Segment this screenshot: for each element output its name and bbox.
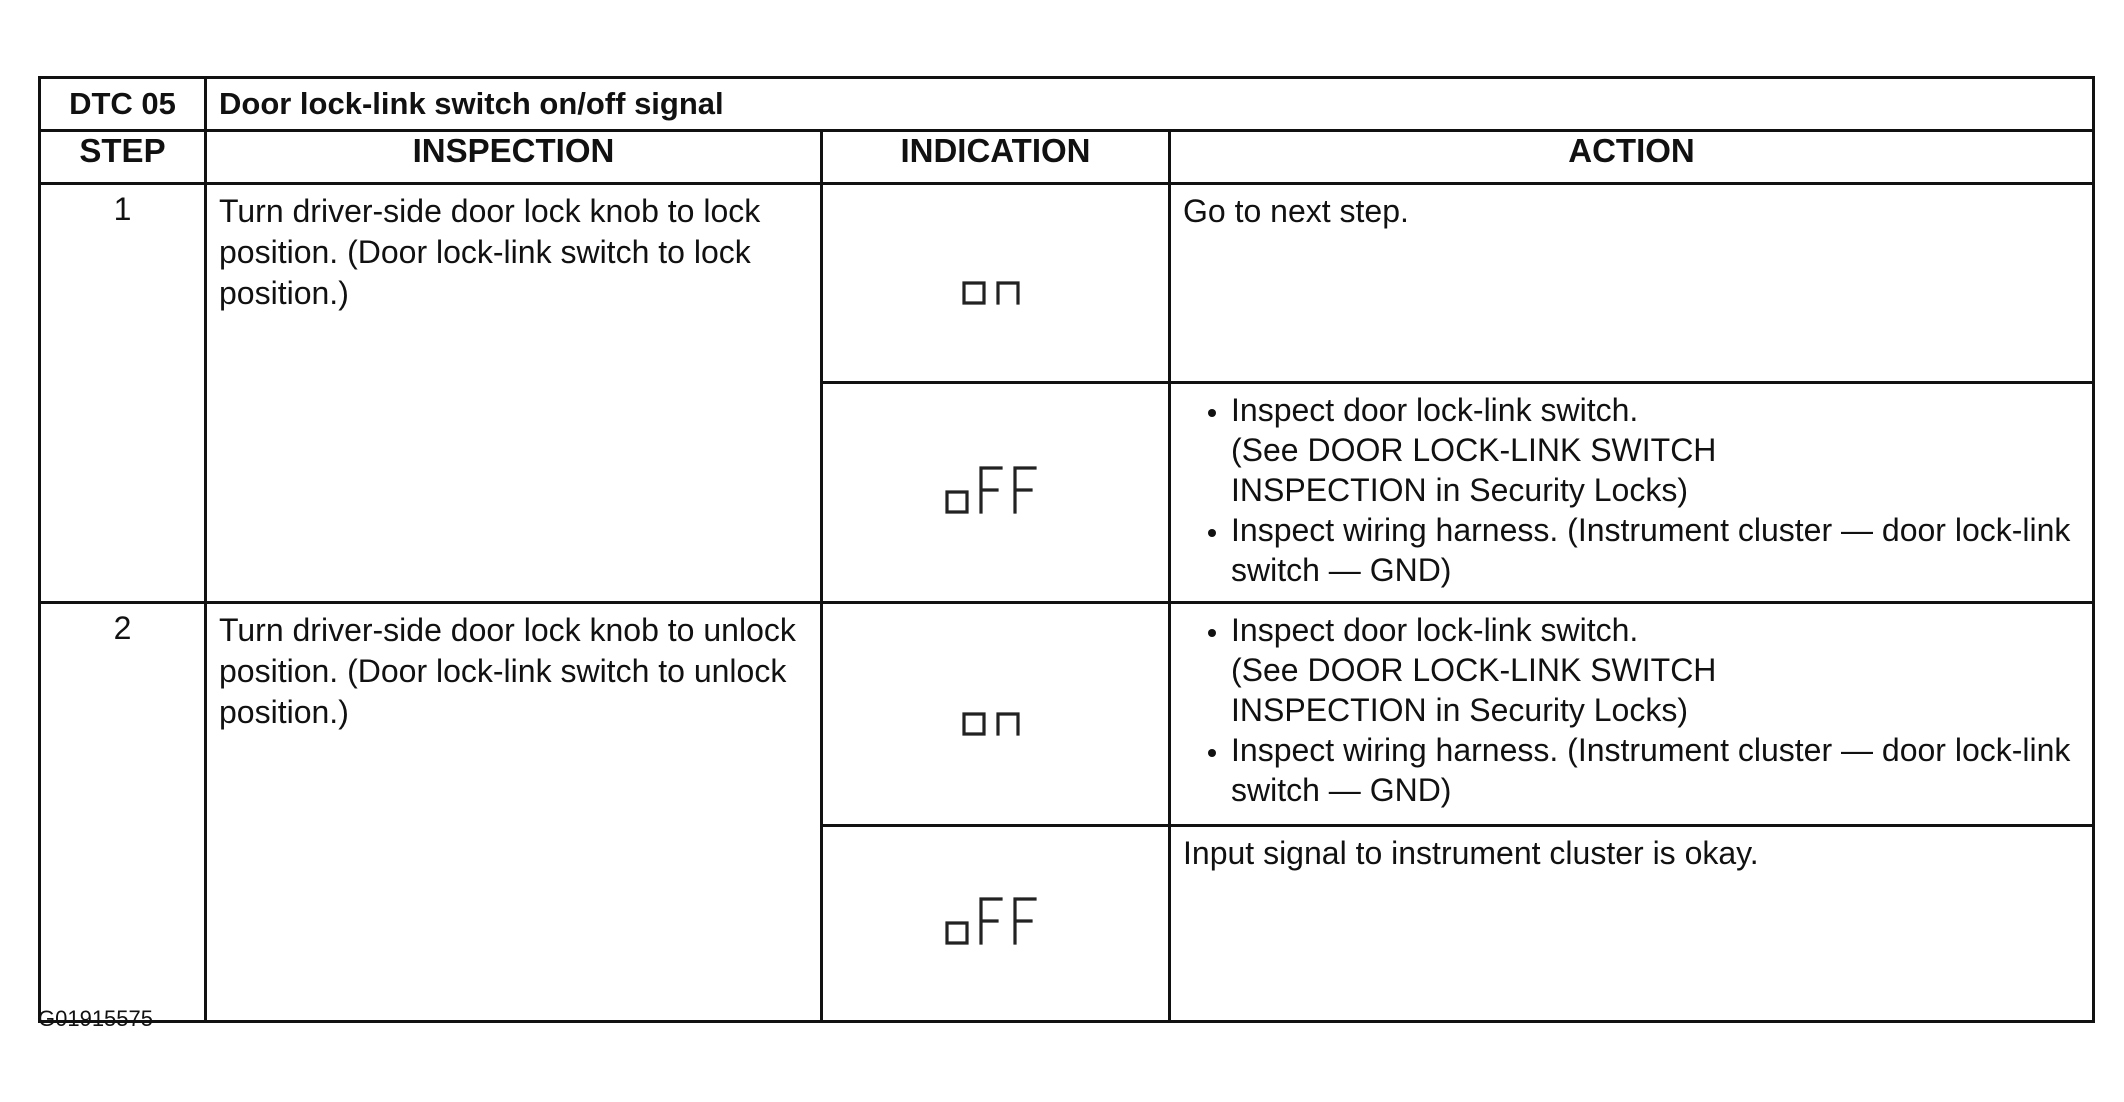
indication-cell: [822, 826, 1170, 1022]
action-line: (See DOOR LOCK-LINK SWITCH: [1231, 432, 1717, 468]
action-line: Inspect wiring harness. (Instrument cluster — door lock-link switch — GND): [1231, 512, 2071, 588]
diagnostic-document: [38, 76, 2092, 1023]
dtc-code: DTC 05: [40, 78, 206, 131]
lcd-on-indication: [960, 727, 1032, 744]
figure-code: G01915575: [38, 1006, 153, 1031]
table-row: [40, 603, 2094, 826]
action-item: [1231, 510, 2080, 590]
action-item: [1231, 610, 2080, 730]
header-action: ACTION: [1170, 131, 2094, 184]
lcd-glyph-o: [947, 492, 967, 512]
action-text: Input signal to instrument cluster is okay.: [1183, 835, 1759, 871]
lcd-glyph-F: [981, 468, 1001, 512]
table-row: [40, 184, 2094, 383]
action-text: Go to next step.: [1183, 193, 1409, 229]
step-number: 2: [40, 603, 206, 1022]
lcd-glyph-F: [1015, 468, 1035, 512]
indication-cell: [822, 383, 1170, 603]
action-line: • Inspect door lock-link switch.: [1231, 392, 1639, 428]
lcd-off-indication: [943, 505, 1049, 522]
lcd-glyph-o: [964, 283, 984, 303]
indication-cell: [822, 603, 1170, 826]
step-number: 1: [40, 184, 206, 603]
lcd-glyph-F: [981, 899, 1001, 943]
indication-cell: [822, 184, 1170, 383]
action-line: • Inspect door lock-link switch.: [1231, 612, 1639, 648]
lcd-on-indication: [960, 296, 1032, 313]
action-item: [1231, 730, 2080, 810]
inspection-text: Turn driver-side door lock knob to unlock position. (Door lock-link switch to unlock position.): [206, 603, 822, 1022]
lcd-glyph-n: [998, 714, 1018, 734]
action-list: [1183, 390, 2080, 590]
lcd-glyph-F: [1015, 899, 1035, 943]
dtc-title: Door lock-link switch on/off signal: [206, 78, 2094, 131]
table-title-row: [40, 78, 2094, 131]
column-header-row: [40, 131, 2094, 184]
action-cell: [1170, 603, 2094, 826]
action-line: Inspect wiring harness. (Instrument cluster — door lock-link switch — GND): [1231, 732, 2071, 808]
action-item: [1231, 390, 2080, 510]
action-line: INSPECTION in Security Locks): [1231, 472, 1688, 508]
action-cell: [1170, 826, 2094, 1022]
lcd-glyph-n: [998, 283, 1018, 303]
lcd-glyph-o: [964, 714, 984, 734]
action-cell: [1170, 184, 2094, 383]
header-step: STEP: [40, 131, 206, 184]
action-line: INSPECTION in Security Locks): [1231, 692, 1688, 728]
lcd-off-indication: [943, 936, 1049, 953]
inspection-text: Turn driver-side door lock knob to lock position. (Door lock-link switch to lock position.): [206, 184, 822, 603]
header-indication: INDICATION: [822, 131, 1170, 184]
header-inspection: INSPECTION: [206, 131, 822, 184]
dtc-table: [38, 76, 2095, 1023]
action-line: (See DOOR LOCK-LINK SWITCH: [1231, 652, 1717, 688]
action-list: [1183, 610, 2080, 810]
action-cell: [1170, 383, 2094, 603]
lcd-glyph-o: [947, 923, 967, 943]
